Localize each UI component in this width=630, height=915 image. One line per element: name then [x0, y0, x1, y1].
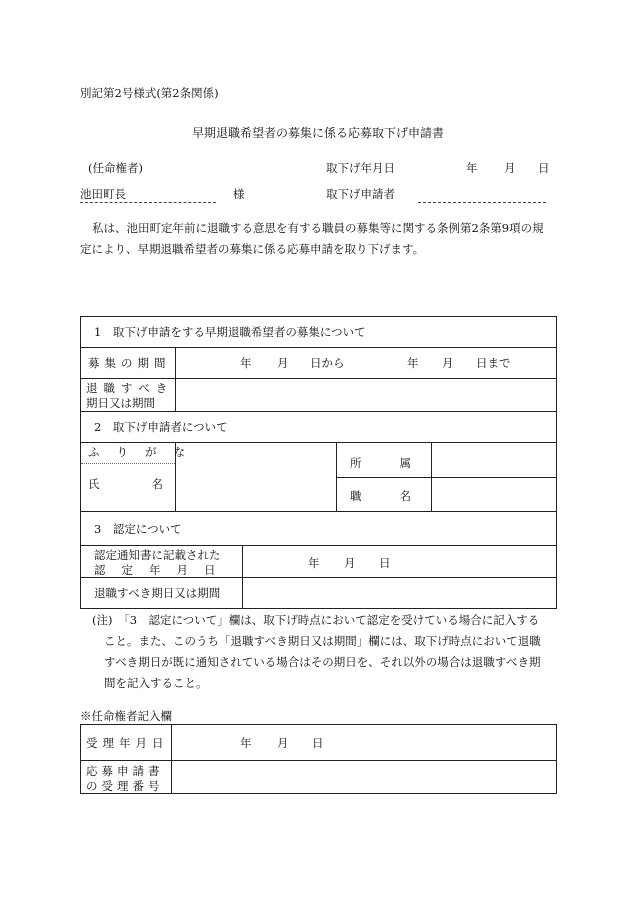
- note-line-2: こと。また、このうち「退職すべき期日又は期間」欄には、取下げ時点において退職: [104, 634, 541, 648]
- appointer-section-caption: ※任命権者記入欄: [80, 709, 172, 723]
- period-label: 募集の期間: [88, 356, 171, 370]
- receipt-date-label: 受理年月日: [86, 736, 169, 750]
- cert-day: 日: [379, 556, 391, 570]
- t1-rule-6: [80, 511, 557, 512]
- affiliation-field[interactable]: [432, 443, 556, 477]
- document-title: 早期退職希望者の募集に係る応募取下げ申請書: [192, 126, 445, 140]
- receipt-number-label-2: の受理番号: [86, 779, 164, 793]
- furigana-label: ふりがな: [88, 445, 202, 459]
- withdraw-date-label: 取下げ年月日: [326, 161, 395, 175]
- section-2-heading: 2 取下げ申請者について: [94, 420, 228, 434]
- period-from-year: 年: [240, 356, 252, 370]
- t2-top-line: [80, 724, 557, 725]
- retire-date-field[interactable]: [176, 379, 556, 411]
- name-label: 氏名: [88, 477, 215, 491]
- receipt-number-field[interactable]: [172, 761, 556, 793]
- t1-rule-3: [80, 411, 557, 412]
- note-line-4: 間を記入すること。: [104, 676, 208, 690]
- appointer-label: (任命権者): [88, 161, 143, 175]
- period-from-month: 月: [277, 356, 289, 370]
- cert-label-line2: 認定年月日: [94, 563, 232, 577]
- name-field[interactable]: [176, 443, 336, 511]
- cert-year: 年: [308, 556, 320, 570]
- note-line-1: (注) 「3 認定について」欄は、取下げ時点において認定を受けている場合に記入する: [92, 613, 540, 627]
- note-line-3: すべき期日が既に通知されている場合はその期日を、それ以外の場合は退職すべき期: [104, 655, 541, 669]
- t1-right-line: [556, 316, 557, 609]
- receipt-day: 日: [312, 736, 324, 750]
- furigana-divider: [81, 462, 175, 464]
- retire-date-label: 退職すべき期日又は期間: [94, 586, 221, 600]
- t1-col-c: [336, 442, 337, 511]
- receipt-number-label-1: 応募申請書: [86, 764, 164, 778]
- period-from-suffix: 日から: [310, 356, 345, 370]
- section-1-heading: 1 取下げ申請をする早期退職希望者の募集について: [94, 325, 366, 339]
- form-number: 別記第2号様式(第2条関係): [80, 86, 219, 100]
- cert-month: 月: [344, 556, 356, 570]
- retire-label-line2: 期日又は期間: [86, 396, 155, 410]
- t1-rule-7: [80, 545, 557, 546]
- retire-date-period-field[interactable]: [243, 578, 556, 608]
- job-field[interactable]: [432, 478, 556, 511]
- t1-bottom-line: [80, 608, 557, 609]
- date-day: 日: [538, 161, 550, 175]
- mayor-label: 池田町長: [80, 187, 126, 201]
- section-3-heading: 3 認定について: [94, 522, 182, 536]
- t1-top-line: [80, 316, 557, 317]
- applicant-label: 取下げ申請者: [326, 187, 395, 201]
- job-label: 職名: [350, 489, 449, 503]
- body-line-1: 私は、池田町定年前に退職する意思を有する職員の募集等に関する条例第2条第9項の規: [92, 221, 544, 235]
- period-to-month: 月: [442, 356, 454, 370]
- date-month: 月: [504, 161, 516, 175]
- t1-rule-1: [80, 347, 557, 348]
- cert-label-line1: 認定通知書に記載された: [94, 548, 221, 562]
- t2-left-line: [80, 724, 81, 794]
- t2-right-line: [556, 724, 557, 794]
- receipt-year: 年: [240, 736, 252, 750]
- affiliation-label: 所属: [350, 456, 449, 470]
- period-to-suffix: 日まで: [476, 356, 511, 370]
- applicant-field[interactable]: [418, 186, 546, 203]
- date-year: 年: [466, 161, 478, 175]
- period-to-year: 年: [407, 356, 419, 370]
- retire-label-line1: 退職すべき: [86, 381, 174, 395]
- mayor-name-field[interactable]: [80, 186, 216, 203]
- sama-label: 様: [233, 187, 245, 201]
- body-line-2: 定により、早期退職希望者の募集に係る応募申請を取り下げます。: [80, 242, 425, 256]
- receipt-month: 月: [277, 736, 289, 750]
